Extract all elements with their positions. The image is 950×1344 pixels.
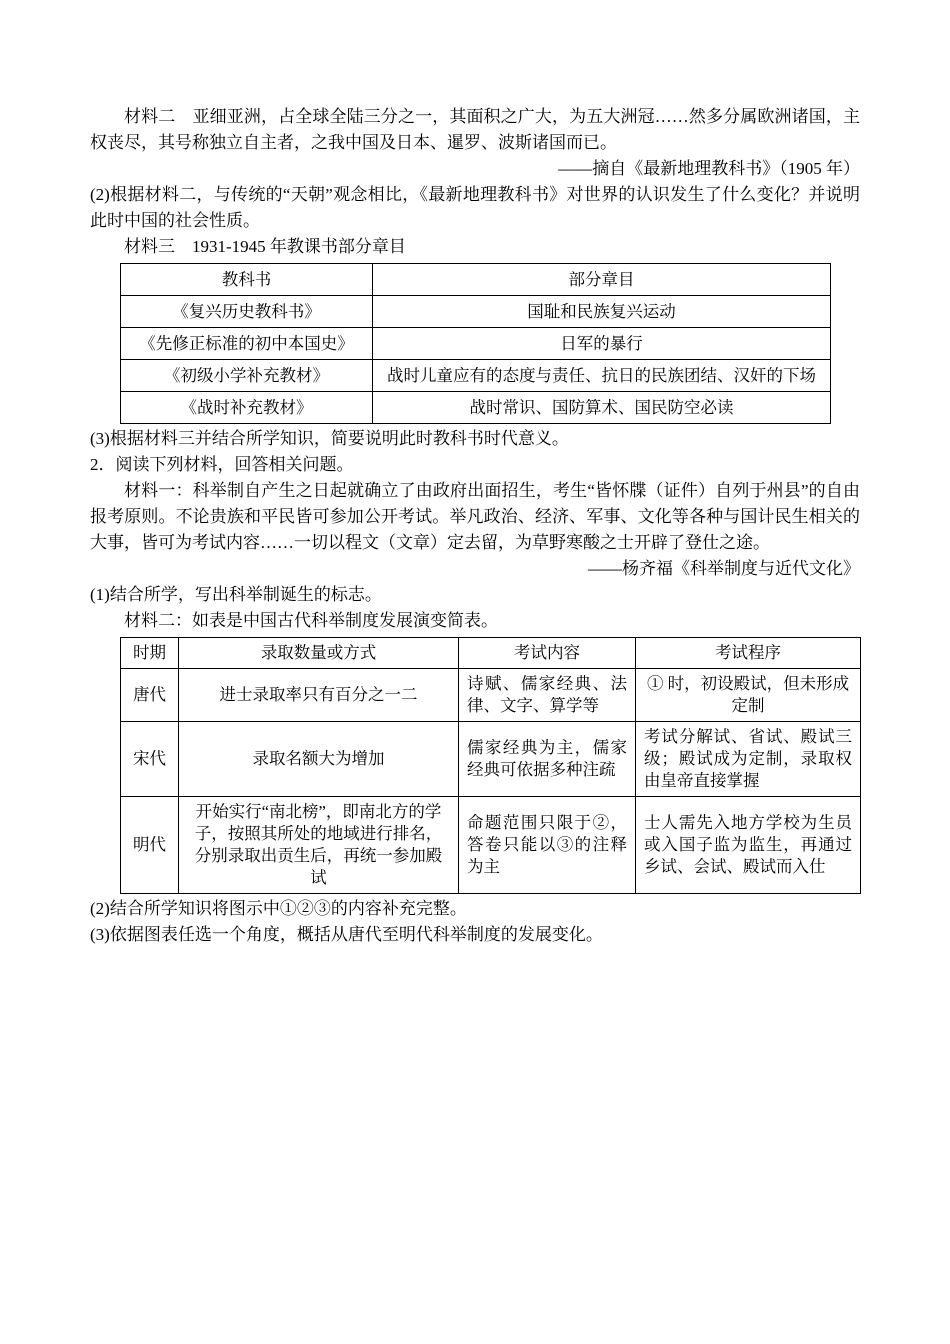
keju-col-header-content: 考试内容 — [459, 638, 636, 669]
q2-sub-question-2: (2)结合所学知识将图示中①②③的内容补充完整。 — [90, 899, 467, 918]
table-row — [121, 392, 831, 424]
q2-sub-question-1: (1)结合所学，写出科举制诞生的标志。 — [90, 585, 382, 604]
table-row-ming — [121, 797, 861, 894]
textbook-cell: 国耻和民族复兴运动 — [373, 296, 831, 328]
keju-cell-period: 宋代 — [121, 722, 179, 797]
textbook-col-header-chapters: 部分章目 — [373, 264, 831, 296]
material2-source: ——摘自《最新地理教科书》（1905 年） — [558, 159, 860, 178]
keju-cell-admission: 进士录取率只有百分之一二 — [179, 669, 459, 722]
keju-table-header-row — [121, 638, 861, 669]
keju-cell-content: 儒家经典为主，儒家经典可依据多种注疏 — [459, 722, 636, 797]
keju-cell-content: 命题范围只限于②，答卷只能以③的注释为主 — [459, 797, 636, 894]
textbook-cell: 战时常识、国防算术、国民防空必读 — [373, 392, 831, 424]
keju-cell-period: 唐代 — [121, 669, 179, 722]
material1-paragraph: 材料一：科举制自产生之日起就确立了由政府出面招生，考生“皆怀牒（证件）自列于州县”的自由报考原则。不论贵族和平民皆可参加公开考试。举凡政治、经济、军事、文化等各种与国计民生相关的大事，皆可为考试内容……一切以程文（文章）定去留，为草野寒酸之士开辟了登仕之途。 — [90, 481, 860, 552]
textbook-cell: 战时儿童应有的态度与责任、抗日的民族团结、汉奸的下场 — [373, 360, 831, 392]
textbook-cell: 《复兴历史教科书》 — [121, 296, 373, 328]
textbook-cell: 《先修正标准的初中本国史》 — [121, 328, 373, 360]
q2-sub-question-3: (3)依据图表任选一个角度，概括从唐代至明代科举制度的发展变化。 — [90, 925, 603, 944]
keju-cell-period: 明代 — [121, 797, 179, 894]
keju-cell-procedure: 士人需先入地方学校为生员或入国子监为监生，再通过乡试、会试、殿试而入仕 — [636, 797, 861, 894]
textbook-cell: 《战时补充教材》 — [121, 392, 373, 424]
keju-cell-admission: 开始实行“南北榜”，即南北方的学子，按照其所处的地域进行排名，分别录取出贡生后，再统一参加殿试 — [179, 797, 459, 894]
table-row-song — [121, 722, 861, 797]
textbook-cell: 日军的暴行 — [373, 328, 831, 360]
keju-table-caption: 材料二：如表是中国古代科举制度发展演变简表。 — [124, 611, 498, 630]
keju-col-header-admission: 录取数量或方式 — [179, 638, 459, 669]
keju-cell-admission: 录取名额大为增加 — [179, 722, 459, 797]
table-row-tang — [121, 669, 861, 722]
keju-col-header-procedure: 考试程序 — [636, 638, 861, 669]
textbook-col-header-book: 教科书 — [121, 264, 373, 296]
q1-sub-question-3: (3)根据材料三并结合所学知识，简要说明此时教科书时代意义。 — [90, 429, 569, 448]
imperial-exam-table — [120, 637, 861, 894]
keju-cell-procedure: 考试分解试、省试、殿试三级；殿试成为定制，录取权由皇帝直接掌握 — [636, 722, 861, 797]
table-row — [121, 360, 831, 392]
keju-cell-procedure: ① 时，初设殿试，但未形成定制 — [636, 669, 861, 722]
textbook-cell: 《初级小学补充教材》 — [121, 360, 373, 392]
keju-col-header-period: 时期 — [121, 638, 179, 669]
material3-caption: 材料三 1931-1945 年教课书部分章目 — [124, 237, 406, 256]
q1-sub-question-2: (2)根据材料二，与传统的“天朝”观念相比，《最新地理教科书》对世界的认识发生了什么变化？并说明此时中国的社会性质。 — [90, 185, 860, 230]
textbook-chapters-table — [120, 263, 831, 424]
keju-cell-content: 诗赋、儒家经典、法律、文字、算学等 — [459, 669, 636, 722]
material2-paragraph: 材料二 亚细亚洲，占全球全陆三分之一，其面积之广大，为五大洲冠……然多分属欧洲诸国，主权丧尽，其号称独立自主者，之我中国及日本、暹罗、波斯诸国而已。 — [90, 107, 860, 152]
q2-intro: 2．阅读下列材料，回答相关问题。 — [90, 455, 354, 474]
table-row — [121, 328, 831, 360]
table-row — [121, 296, 831, 328]
textbook-table-header-row — [121, 264, 831, 296]
material1-source: ——杨齐福《科举制度与近代文化》 — [588, 559, 860, 578]
